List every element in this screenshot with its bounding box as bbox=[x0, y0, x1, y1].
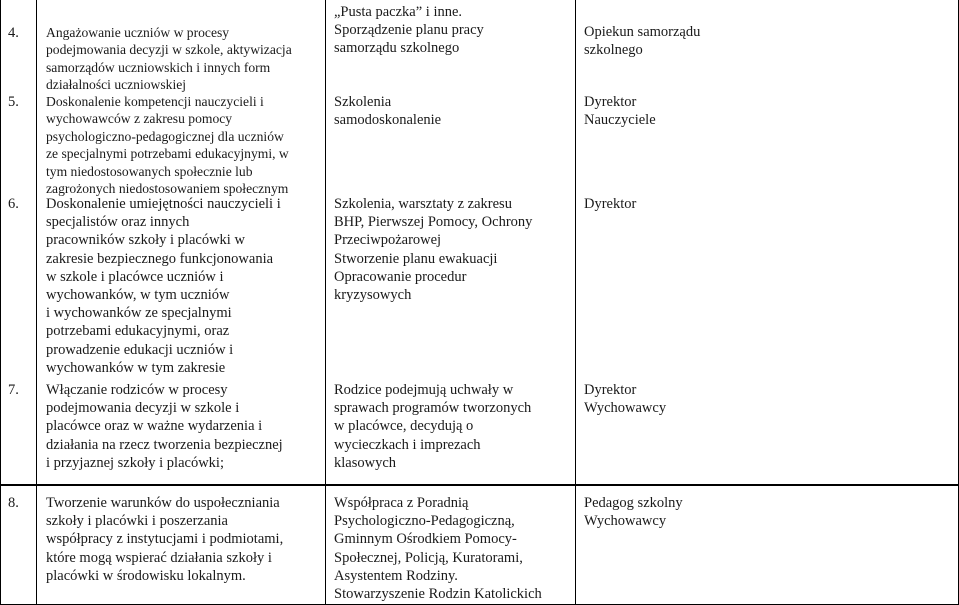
responsible-text bbox=[584, 381, 784, 417]
responsible-text bbox=[584, 23, 784, 59]
task-text bbox=[46, 93, 314, 197]
task-line: Doskonalenie umiejętności nauczycieli i bbox=[46, 196, 281, 212]
task-line: które mogą wspierać działania szkoły i bbox=[46, 549, 272, 566]
task-line: Tworzenie warunków do uspołeczniania bbox=[46, 495, 280, 511]
method-line: BHP, Pierwszej Pomocy, Ochrony bbox=[334, 214, 533, 231]
table-row-separator bbox=[0, 484, 959, 486]
task-line: specjalistów oraz innych bbox=[46, 214, 190, 231]
table-divider-col2 bbox=[325, 0, 326, 605]
responsible-line: Dyrektor bbox=[584, 196, 637, 212]
method-line: Psychologiczno-Pedagogiczną, bbox=[334, 513, 515, 530]
task-line: pracowników szkoły i placówki w bbox=[46, 232, 245, 249]
row-number: 7. bbox=[8, 382, 19, 398]
task-line: wychowanków, w tym uczniów bbox=[46, 287, 230, 304]
task-line: działalności uczniowskiej bbox=[46, 77, 187, 93]
task-text bbox=[46, 494, 314, 585]
row-number: 8. bbox=[8, 495, 19, 511]
table-border-left bbox=[0, 0, 1, 605]
method-line: w placówce, decydują o bbox=[334, 418, 474, 435]
method-text bbox=[334, 93, 566, 129]
method-line: klasowych bbox=[334, 454, 397, 471]
task-text bbox=[46, 381, 314, 472]
method-line: Opracowanie procedur bbox=[334, 268, 467, 285]
task-line: placówki w środowisku lokalnym. bbox=[46, 567, 246, 584]
method-line: Gminnym Ośrodkiem Pomocy- bbox=[334, 531, 517, 548]
responsible-line: Dyrektor bbox=[584, 382, 637, 398]
task-text bbox=[46, 24, 314, 94]
method-line: Asystentem Rodziny. bbox=[334, 567, 458, 584]
method-text bbox=[334, 195, 566, 304]
method-line: Społecznej, Policją, Kuratorami, bbox=[334, 549, 523, 566]
task-line: podejmowania decyzji w szkole i bbox=[46, 400, 240, 417]
task-line: potrzebami edukacyjnymi, oraz bbox=[46, 323, 230, 340]
method-line: wycieczkach i imprezach bbox=[334, 436, 481, 453]
method-line: Stowarzyszenie Rodzin Katolickich bbox=[334, 586, 542, 603]
task-line: prowadzenie edukacji uczniów i bbox=[46, 341, 234, 358]
responsible-line: Pedagog szkolny bbox=[584, 495, 683, 511]
task-line: i przyjaznej szkoły i placówki; bbox=[46, 454, 224, 471]
task-line: Angażowanie uczniów w procesy bbox=[46, 25, 230, 40]
task-text bbox=[46, 195, 314, 377]
method-line: Przeciwpożarowej bbox=[334, 232, 442, 249]
method-line: „Pusta paczka” i inne. bbox=[334, 4, 463, 20]
task-line: zagrożonych niedostosowaniem społecznym bbox=[46, 181, 289, 197]
task-line: zakresie bezpiecznego funkcjonowania bbox=[46, 250, 274, 267]
table-divider-col1 bbox=[36, 0, 37, 605]
method-line: Szkolenia, warsztaty z zakresu bbox=[334, 196, 512, 212]
row-number: 5. bbox=[8, 94, 19, 110]
method-text bbox=[334, 381, 566, 472]
responsible-line: Dyrektor bbox=[584, 94, 637, 110]
method-line: Sporządzenie planu pracy bbox=[334, 22, 484, 39]
responsible-line: Wychowawcy bbox=[584, 513, 667, 530]
task-line: szkoły i placówki i poszerzania bbox=[46, 513, 228, 530]
responsible-line: szkolnego bbox=[584, 42, 643, 59]
row-number: 4. bbox=[8, 25, 19, 41]
method-text bbox=[334, 3, 566, 58]
method-line: Szkolenia bbox=[334, 94, 392, 110]
task-line: wychowawców z zakresu pomocy bbox=[46, 111, 233, 127]
method-line: sprawach programów tworzonych bbox=[334, 400, 532, 417]
table-divider-col3 bbox=[575, 0, 576, 605]
responsible-line: Wychowawcy bbox=[584, 400, 667, 417]
responsible-text bbox=[584, 195, 784, 213]
method-line: Rodzice podejmują uchwały w bbox=[334, 382, 514, 398]
responsible-text bbox=[584, 494, 784, 530]
task-line: Włączanie rodziców w procesy bbox=[46, 382, 228, 398]
task-line: placówce oraz w ważne wydarzenia i bbox=[46, 418, 263, 435]
task-line: podejmowania decyzji w szkole, aktywizacja bbox=[46, 42, 292, 58]
method-line: Stworzenie planu ewakuacji bbox=[334, 250, 498, 267]
task-line: samorządów uczniowskich i innych form bbox=[46, 59, 271, 75]
task-line: tym niedostosowanych społecznie lub bbox=[46, 163, 253, 179]
method-line: kryzysowych bbox=[334, 287, 412, 304]
task-line: Doskonalenie kompetencji nauczycieli i bbox=[46, 94, 264, 109]
task-line: współpracy z instytucjami i podmiotami, bbox=[46, 531, 284, 548]
method-line: samorządu szkolnego bbox=[334, 40, 460, 57]
row-number: 6. bbox=[8, 196, 19, 212]
responsible-line: Nauczyciele bbox=[584, 112, 656, 129]
task-line: i wychowanków ze specjalnymi bbox=[46, 305, 232, 322]
task-line: psychologiczno-pedagogicznej dla uczniów bbox=[46, 128, 284, 144]
task-line: w szkole i placówce uczniów i bbox=[46, 268, 224, 285]
responsible-text bbox=[584, 93, 784, 129]
task-line: ze specjalnymi potrzebami edukacyjnymi, w bbox=[46, 146, 289, 162]
method-text bbox=[334, 494, 566, 603]
task-line: działania na rzecz tworzenia bezpiecznej bbox=[46, 436, 283, 453]
task-line: wychowanków w tym zakresie bbox=[46, 359, 226, 376]
method-line: samodoskonalenie bbox=[334, 112, 442, 129]
responsible-line: Opiekun samorządu bbox=[584, 24, 701, 40]
method-line: Współpraca z Poradnią bbox=[334, 495, 469, 511]
